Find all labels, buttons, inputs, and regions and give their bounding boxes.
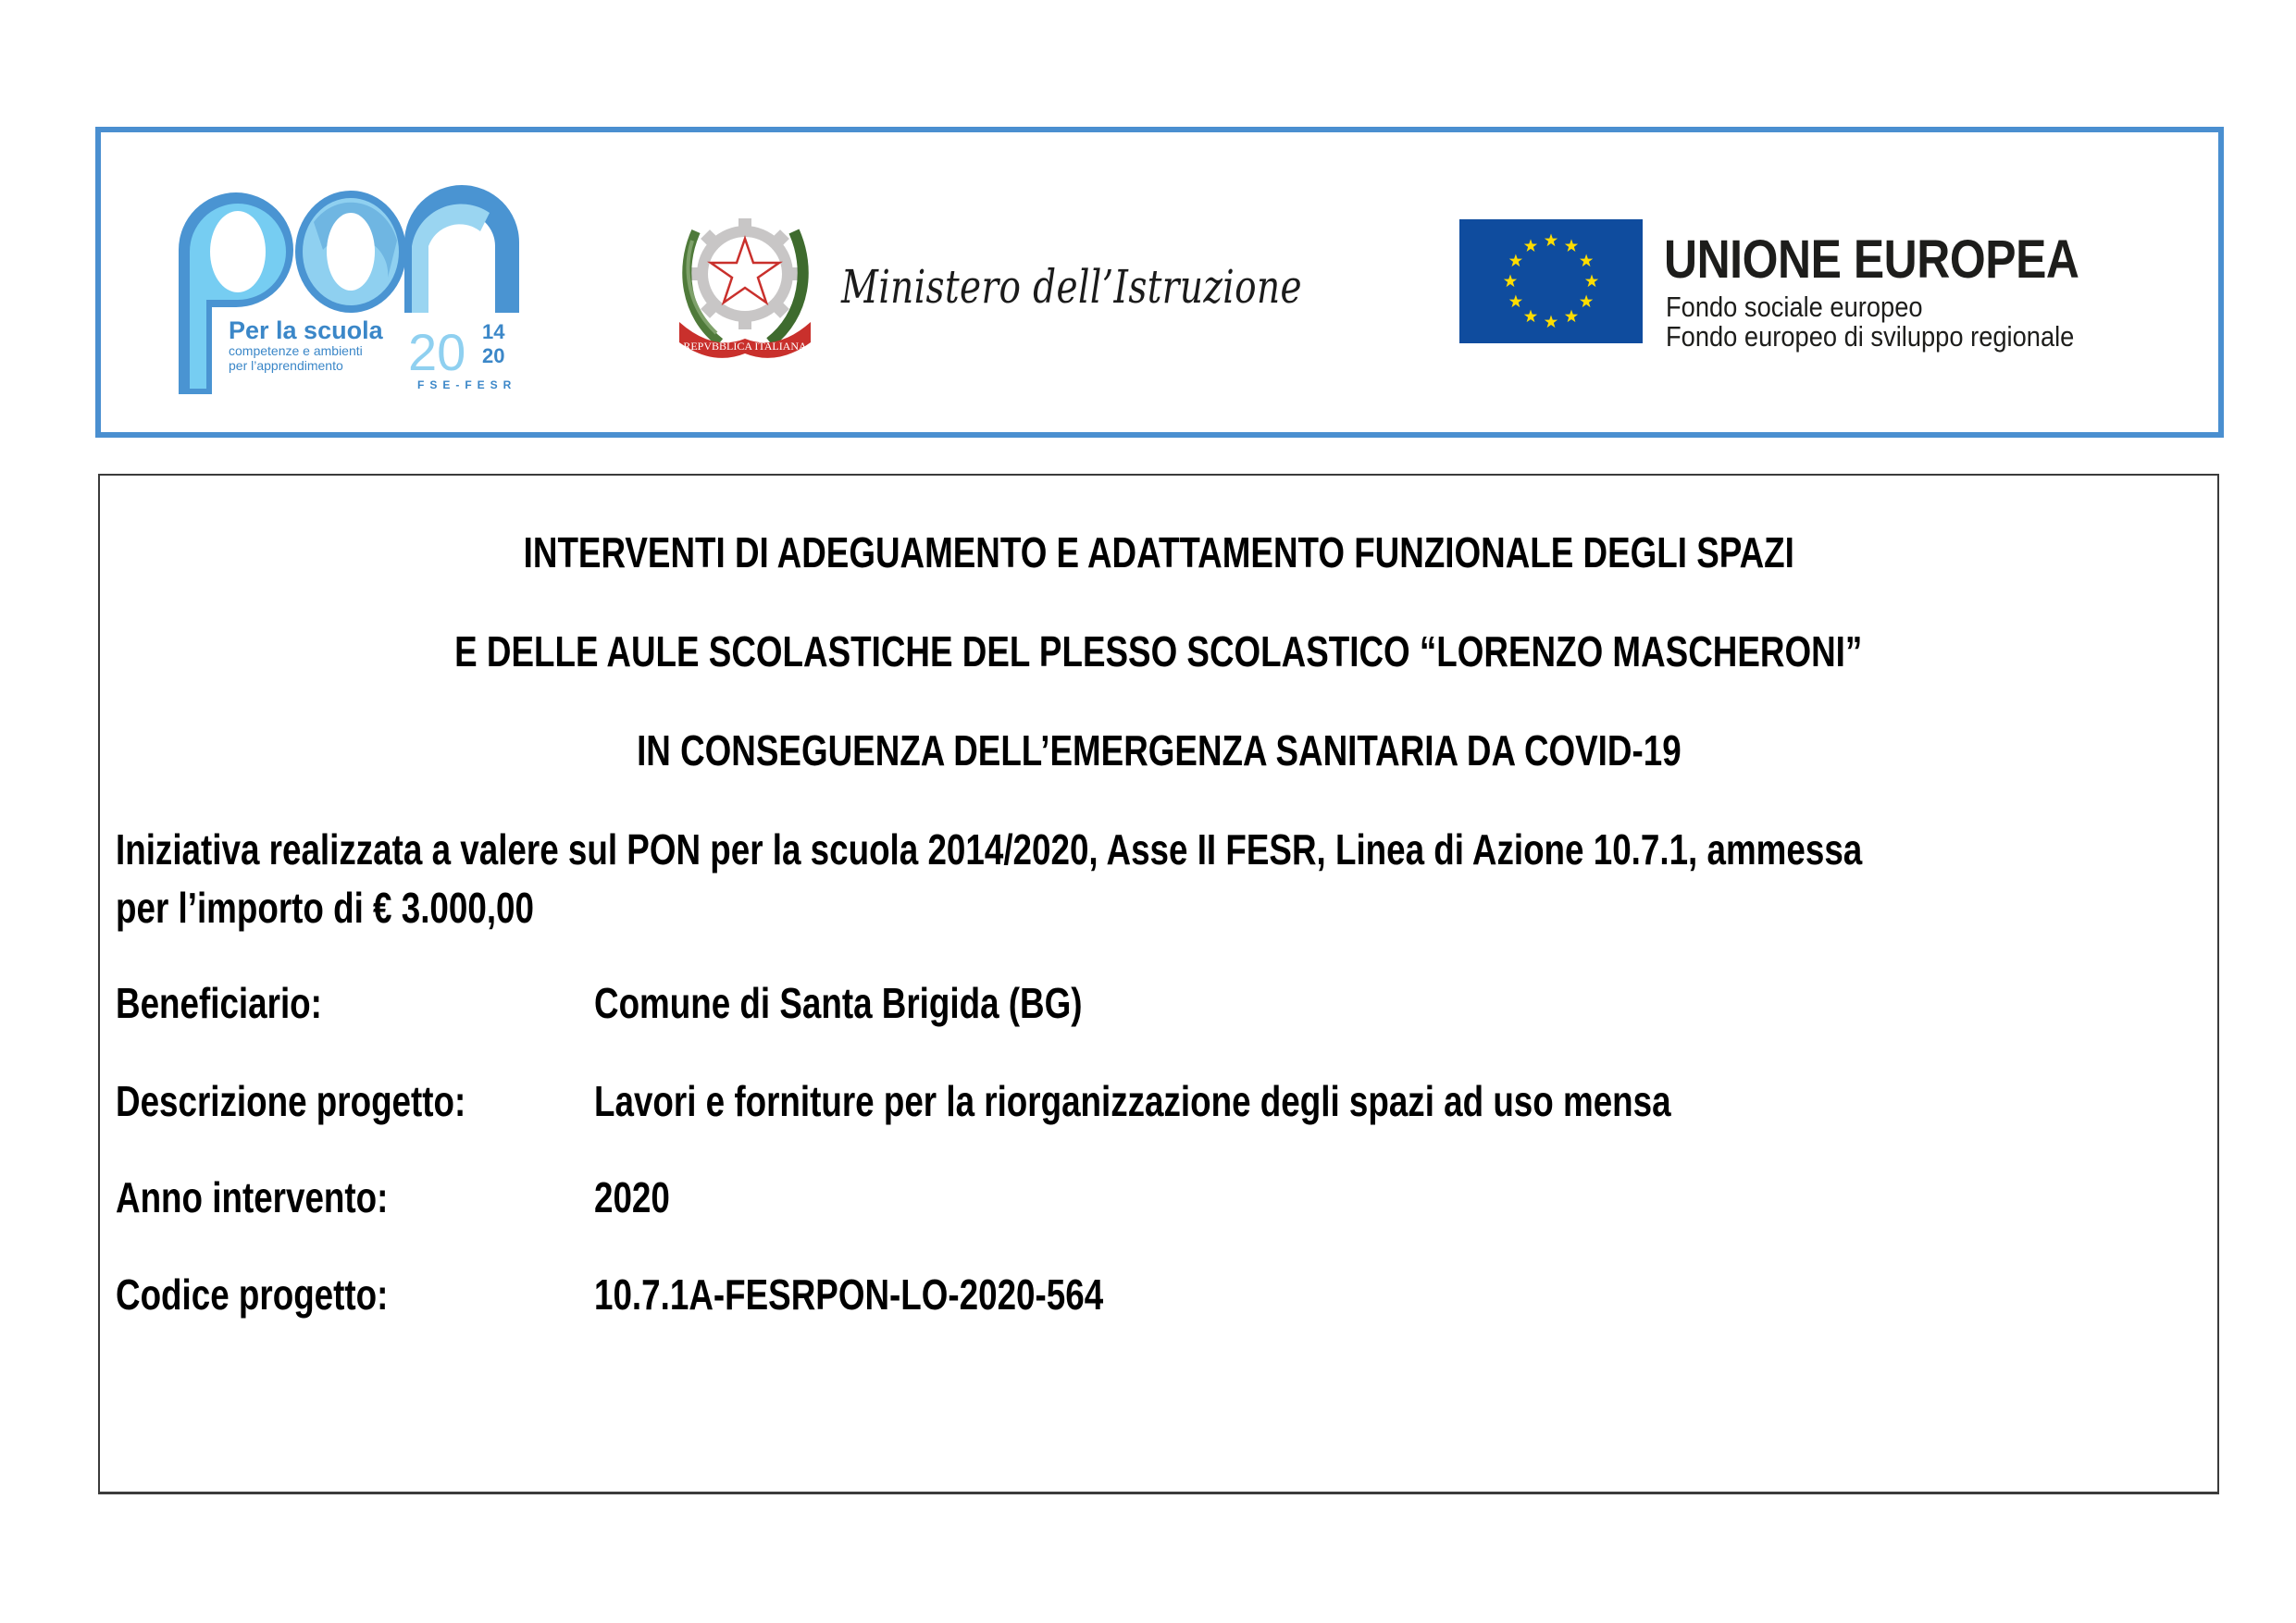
field-label: Codice progetto: bbox=[116, 1270, 389, 1319]
eu-fund-line-2: Fondo europeo di sviluppo regionale bbox=[1666, 320, 2075, 353]
pon-logo bbox=[175, 185, 519, 394]
pon-logo-icon bbox=[175, 185, 519, 394]
svg-text:FSE-FESR: FSE-FESR bbox=[417, 378, 517, 391]
funding-statement-line-2: per l’importo di € 3.000,00 bbox=[116, 884, 534, 932]
svg-text:20: 20 bbox=[408, 323, 466, 381]
field-label: Anno intervento: bbox=[116, 1173, 389, 1221]
svg-text:REPVBBLICA ITALIANA: REPVBBLICA ITALIANA bbox=[683, 340, 807, 353]
field-label: Descrizione progetto: bbox=[116, 1077, 466, 1125]
project-info-panel bbox=[98, 474, 2219, 1494]
eu-stars-icon bbox=[1459, 219, 1643, 343]
svg-text:per l’apprendimento: per l’apprendimento bbox=[229, 358, 343, 373]
field-value: 2020 bbox=[594, 1173, 670, 1221]
ministry-name: Ministero dell’Istruzione bbox=[841, 260, 1302, 314]
logo-banner bbox=[95, 127, 2224, 438]
svg-text:competenze e ambienti: competenze e ambienti bbox=[229, 343, 363, 358]
project-title-line-2: E DELLE AULE SCOLASTICHE DEL PLESSO SCOLASTICO “LORENZO MASCHERONI” bbox=[454, 627, 1863, 675]
funding-statement-line-1: Iniziativa realizzata a valere sul PON per la scuola 2014/2020, Asse II FESR, Linea di Azione 10.7.1, ammessa bbox=[116, 825, 1863, 873]
emblem-icon bbox=[676, 204, 814, 363]
project-title-line-1: INTERVENTI DI ADEGUAMENTO E ADATTAMENTO FUNZIONALE DEGLI SPAZI bbox=[523, 528, 1794, 576]
project-title-line-3: IN CONSEGUENZA DELL’EMERGENZA SANITARIA DA COVID-19 bbox=[636, 726, 1682, 774]
field-value: 10.7.1A-FESRPON-LO-2020-564 bbox=[594, 1270, 1104, 1319]
svg-text:14: 14 bbox=[482, 320, 505, 343]
field-value: Comune di Santa Brigida (BG) bbox=[594, 979, 1083, 1027]
field-value: Lavori e forniture per la riorganizzazione degli spazi ad uso mensa bbox=[594, 1077, 1671, 1125]
eu-title: UNIONE EUROPEA bbox=[1664, 229, 2079, 290]
field-label: Beneficiario: bbox=[116, 979, 322, 1027]
svg-text:Per la scuola: Per la scuola bbox=[229, 316, 383, 344]
italian-republic-emblem bbox=[676, 204, 814, 363]
eu-fund-line-1: Fondo sociale europeo bbox=[1666, 291, 1923, 323]
eu-flag bbox=[1459, 219, 1643, 343]
svg-text:20: 20 bbox=[482, 344, 505, 367]
